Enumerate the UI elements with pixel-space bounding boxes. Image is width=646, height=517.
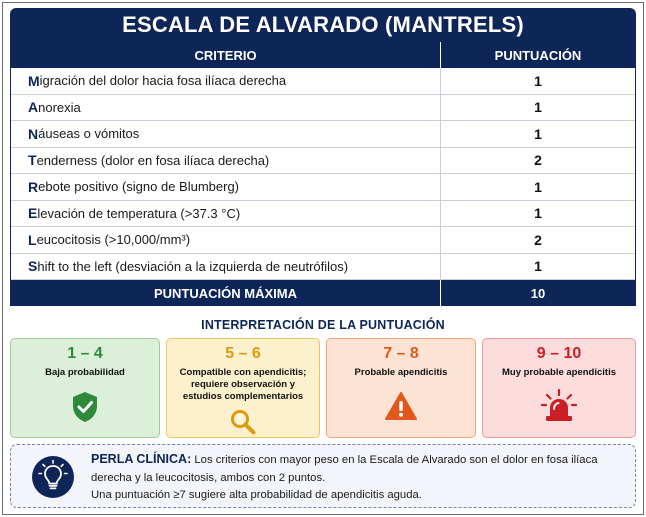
score-cell: 1 <box>534 125 542 142</box>
criterion-initial: A <box>28 99 39 116</box>
header-score: PUNTUACIÓN <box>494 47 582 63</box>
score-cell: 1 <box>534 72 542 89</box>
card-description: Baja probabilidad <box>45 367 125 378</box>
criterion-initial: M <box>28 72 40 89</box>
table-row <box>11 121 635 148</box>
card-range: 9 – 10 <box>536 345 582 362</box>
table-row <box>11 95 635 122</box>
criterion-text: norexia <box>38 99 81 115</box>
page-title: ESCALA DE ALVARADO (MANTRELS) <box>10 8 636 42</box>
clinical-pearl-line1: Los criterios con mayor peso en la Escala de Alvarado son el dolor en fosa ilíaca derecha y la leucocitosis, ambos con 2 puntos. <box>91 454 598 484</box>
table-row <box>11 148 635 175</box>
table-row <box>11 227 635 254</box>
criterion-initial: L <box>28 231 37 248</box>
clinical-pearl-text <box>91 451 626 505</box>
card-description: Muy probable apendicitis <box>501 367 617 378</box>
criterion-cell <box>11 95 441 121</box>
card-description: Compatible con apendicitis; requiere observación y estudios complementarios <box>179 367 307 402</box>
card-probable <box>326 338 476 438</box>
magnifier-icon <box>230 409 256 440</box>
criterion-cell <box>11 227 441 253</box>
warning-icon <box>384 391 418 426</box>
criterion-initial: T <box>28 152 37 169</box>
header-criterion: CRITERIO <box>11 42 441 68</box>
max-score-label: PUNTUACIÓN MÁXIMA <box>11 280 441 306</box>
table-header <box>11 42 635 68</box>
criterion-cell <box>11 254 441 280</box>
score-cell: 1 <box>534 258 542 275</box>
score-cell: 2 <box>534 152 542 169</box>
interpretation-title: INTERPRETACIÓN DE LA PUNTUACIÓN <box>201 318 445 332</box>
criterion-text: hift to the left (desviación a la izquierda de neutrófilos) <box>37 258 349 274</box>
alvarado-table <box>10 42 636 306</box>
shield-check-icon <box>71 391 99 428</box>
card-low-probability <box>10 338 160 438</box>
score-cell: 1 <box>534 178 542 195</box>
criterion-cell <box>11 174 441 200</box>
card-description: Probable apendicitis <box>354 367 448 378</box>
score-cell: 1 <box>534 205 542 222</box>
table-row <box>11 201 635 228</box>
criterion-cell <box>11 68 441 94</box>
lightbulb-icon <box>32 456 74 498</box>
clinical-pearl-heading: PERLA CLÍNICA: <box>91 452 192 466</box>
card-range: 7 – 8 <box>383 345 419 362</box>
criterion-cell <box>11 148 441 174</box>
interpretation-cards <box>10 338 636 438</box>
card-compatible <box>166 338 320 438</box>
criterion-initial: R <box>28 178 39 195</box>
table-row <box>11 174 635 201</box>
score-cell: 2 <box>534 231 542 248</box>
score-cell: 1 <box>534 99 542 116</box>
criterion-text: áuseas o vómitos <box>38 126 140 142</box>
card-range: 1 – 4 <box>67 345 103 362</box>
criterion-cell <box>11 201 441 227</box>
card-very-probable <box>482 338 636 438</box>
criterion-text: enderness (dolor en fosa ilíaca derecha) <box>36 152 270 168</box>
max-score-value: 10 <box>530 285 546 301</box>
table-row <box>11 68 635 95</box>
criterion-initial: E <box>28 205 38 222</box>
clinical-pearl-box <box>10 444 636 508</box>
table-row <box>11 254 635 281</box>
table-footer <box>11 280 635 306</box>
clinical-pearl-line2: Una puntuación ≥7 sugiere alta probabilidad de apendicitis aguda. <box>91 489 422 501</box>
criterion-text: igración del dolor hacia fosa ilíaca derecha <box>39 73 287 89</box>
criterion-initial: S <box>28 258 38 275</box>
criterion-text: ebote positivo (signo de Blumberg) <box>38 179 240 195</box>
siren-icon <box>541 389 577 428</box>
criterion-cell <box>11 121 441 147</box>
criterion-text: levación de temperatura (>37.3 °C) <box>37 205 241 221</box>
criterion-initial: N <box>28 125 39 142</box>
card-range: 5 – 6 <box>225 345 261 362</box>
criterion-text: eucocitosis (>10,000/mm³) <box>36 232 191 248</box>
